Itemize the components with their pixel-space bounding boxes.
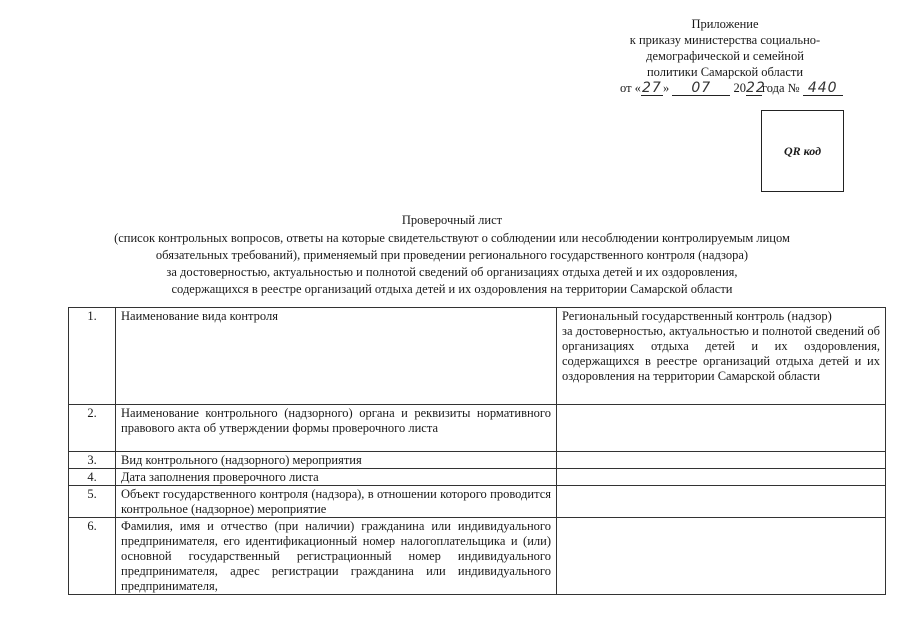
row-label: Вид контрольного (надзорного) мероприятия [116,452,557,469]
row-number: 4. [69,469,116,486]
subtitle-line-2: обязательных требований), применяемый при проведении регионального государственного контроля (надзора) [155,248,749,262]
appendix-line-2: демографической и семейной [646,49,804,63]
date-day: 27 [642,80,662,96]
table-row [69,452,886,469]
checklist-title [60,212,844,298]
row-value-field[interactable] [557,469,886,486]
row-label: Фамилия, имя и отчество (при наличии) гражданина или индивидуального предпринимателя, его идентификационный номер налогоплательщика и (или) основной государственный регистрационный номер индивидуального предпринимателя, адрес регистрации гражданина или индивидуального предпринимателя, [116,518,557,595]
row-label: Дата заполнения проверочного листа [116,469,557,486]
row-number: 2. [69,405,116,452]
subtitle-line-1: (список контрольных вопросов, ответы на которые свидетельствуют о соблюдении или несоблюдении контролируемым лицом [114,231,790,245]
row-value-field[interactable] [557,452,886,469]
row-value [557,308,886,405]
date-prefix: от « [620,81,641,95]
row-number: 6. [69,518,116,595]
table-row [69,308,886,405]
row-label: Наименование контрольного (надзорного) органа и реквизиты нормативного правового акта об утверждении формы проверочного листа [116,405,557,452]
document-title: Проверочный лист [401,213,503,227]
date-sep: » [662,81,670,95]
row-value-field[interactable] [557,486,886,518]
qr-code-box [761,110,844,192]
table-row [69,405,886,452]
order-date-line [600,80,850,96]
subtitle-line-3: за достоверностью, актуальностью и полнотой сведений об организациях отдыха детей и их оздоровления, [166,265,738,279]
row-number: 5. [69,486,116,518]
table-row [69,486,886,518]
row-number: 1. [69,308,116,405]
row-value-field[interactable] [557,518,886,595]
table-row [69,518,886,595]
date-year-prefix: 20 [733,81,746,95]
row-label: Объект государственного контроля (надзора), в отношении которого проводится контрольное (надзорное) мероприятие [116,486,557,518]
appendix-line-1: к приказу министерства социально- [629,33,821,47]
date-year-suffix: 22 [745,80,766,96]
subtitle-line-4: содержащихся в реестре организаций отдыха детей и их оздоровления на территории Самарской области [171,282,733,296]
date-month: 07 [672,81,730,96]
row-label: Наименование вида контроля [116,308,557,405]
checklist-table [68,307,886,595]
qr-code-label: QR код [783,143,822,158]
row-value-field[interactable] [557,405,886,452]
appendix-title: Приложение [691,17,759,31]
row-value-rest: за достоверностью, актуальностью и полнотой сведений об организациях отдыха детей и их оздоровления, содержащихся в реестре организаций отдыха детей и их оздоровления на территории Самарской области [562,324,880,383]
appendix-line-3: политики Самарской области [646,65,804,79]
appendix-header [600,16,850,96]
date-year-label: года № [761,81,800,95]
row-value-first-line: Региональный государственный контроль (надзор) [562,309,832,323]
row-number: 3. [69,452,116,469]
order-number: 440 [803,81,843,96]
table-row [69,469,886,486]
